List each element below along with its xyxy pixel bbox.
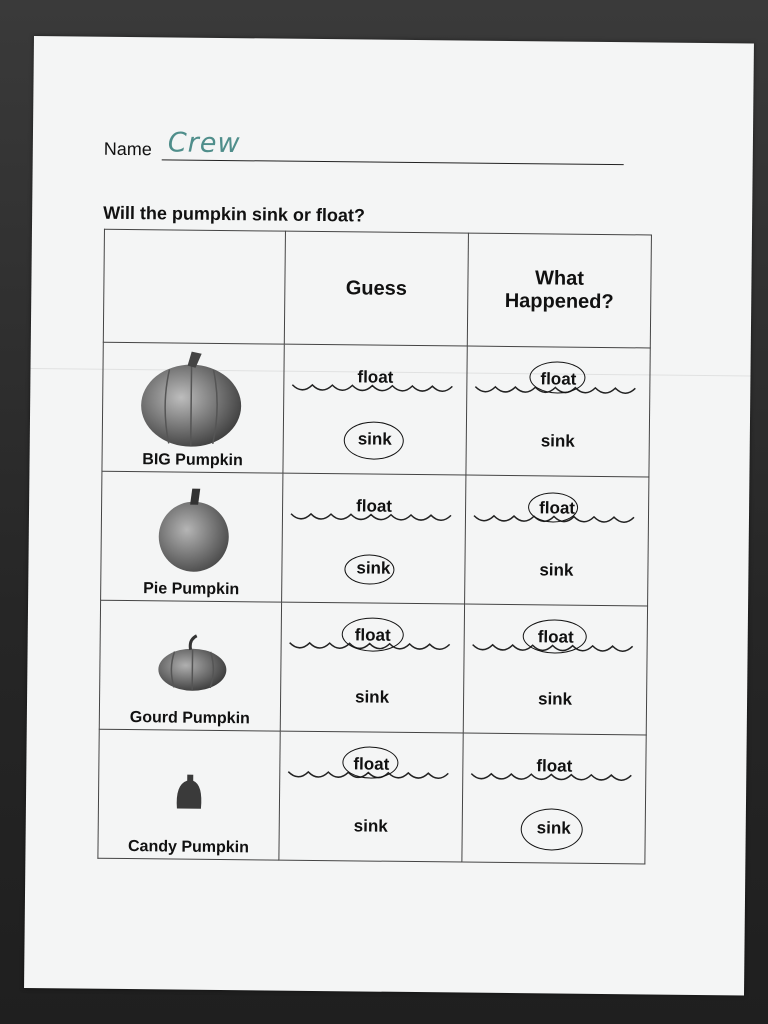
result-sink: sink (540, 431, 575, 451)
pumpkin-cell (101, 471, 283, 602)
answer-circle-mark (342, 746, 398, 779)
pie-pumpkin-image (153, 486, 234, 573)
guess-cell (279, 731, 463, 862)
guess-cell (282, 473, 466, 604)
answer-circle-mark (344, 421, 404, 460)
name-handwritten: Crew (167, 127, 241, 160)
result-cell (466, 346, 650, 477)
header-what-line2: Happened? (504, 289, 614, 314)
guess-cell (280, 602, 464, 733)
water-wave (289, 506, 457, 528)
name-row (103, 127, 624, 168)
table-row (102, 342, 650, 477)
water-wave (290, 377, 458, 399)
result-cell (463, 604, 647, 735)
worksheet-question: Will the pumpkin sink or float? (103, 202, 366, 226)
pumpkin-cell (99, 600, 281, 731)
table-header-row (103, 229, 651, 348)
pumpkin-label: BIG Pumpkin (142, 451, 243, 470)
answer-circle-mark (342, 617, 404, 652)
table-row (98, 729, 646, 864)
result-float: float (537, 627, 574, 647)
result-cell (465, 475, 649, 606)
result-sink: sink (537, 689, 573, 709)
pumpkin-label: Pie Pumpkin (143, 580, 240, 599)
answer-circle-mark (528, 492, 578, 523)
answer-circle-mark (523, 619, 587, 654)
header-what-happened (467, 233, 651, 348)
result-cell (462, 733, 646, 864)
guess-sink: sink (357, 429, 392, 449)
header-empty-cell (103, 229, 285, 344)
guess-sink: sink (354, 687, 390, 707)
worksheet-paper (24, 36, 754, 995)
guess-sink: sink (353, 816, 388, 836)
pumpkin-cell (102, 342, 284, 473)
name-label: Name (103, 138, 152, 160)
guess-float: float (353, 754, 390, 774)
candy-pumpkin-image (173, 770, 205, 810)
answer-circle-mark (344, 554, 394, 585)
sink-float-table (97, 229, 652, 865)
gourd-pumpkin-image (156, 633, 229, 692)
big-pumpkin-image (139, 349, 244, 448)
header-guess: Guess (284, 231, 468, 346)
water-wave (469, 766, 637, 788)
header-what-line1: What (534, 267, 585, 290)
pumpkin-label: Candy Pumpkin (127, 838, 250, 857)
table-row (99, 600, 647, 735)
guess-float: float (356, 496, 393, 516)
result-float: float (539, 498, 576, 518)
table-row (101, 471, 649, 606)
pumpkin-cell (98, 729, 280, 860)
answer-circle-mark (520, 808, 582, 851)
name-underline (162, 159, 624, 165)
result-float: float (536, 756, 573, 776)
guess-sink: sink (356, 558, 391, 578)
guess-float: float (354, 625, 391, 645)
pumpkin-label: Gourd Pumpkin (129, 709, 250, 728)
answer-circle-mark (529, 361, 585, 394)
result-sink: sink (536, 818, 571, 838)
guess-float: float (357, 367, 394, 387)
result-float: float (540, 369, 577, 389)
result-sink: sink (539, 560, 574, 580)
guess-cell (283, 344, 467, 475)
